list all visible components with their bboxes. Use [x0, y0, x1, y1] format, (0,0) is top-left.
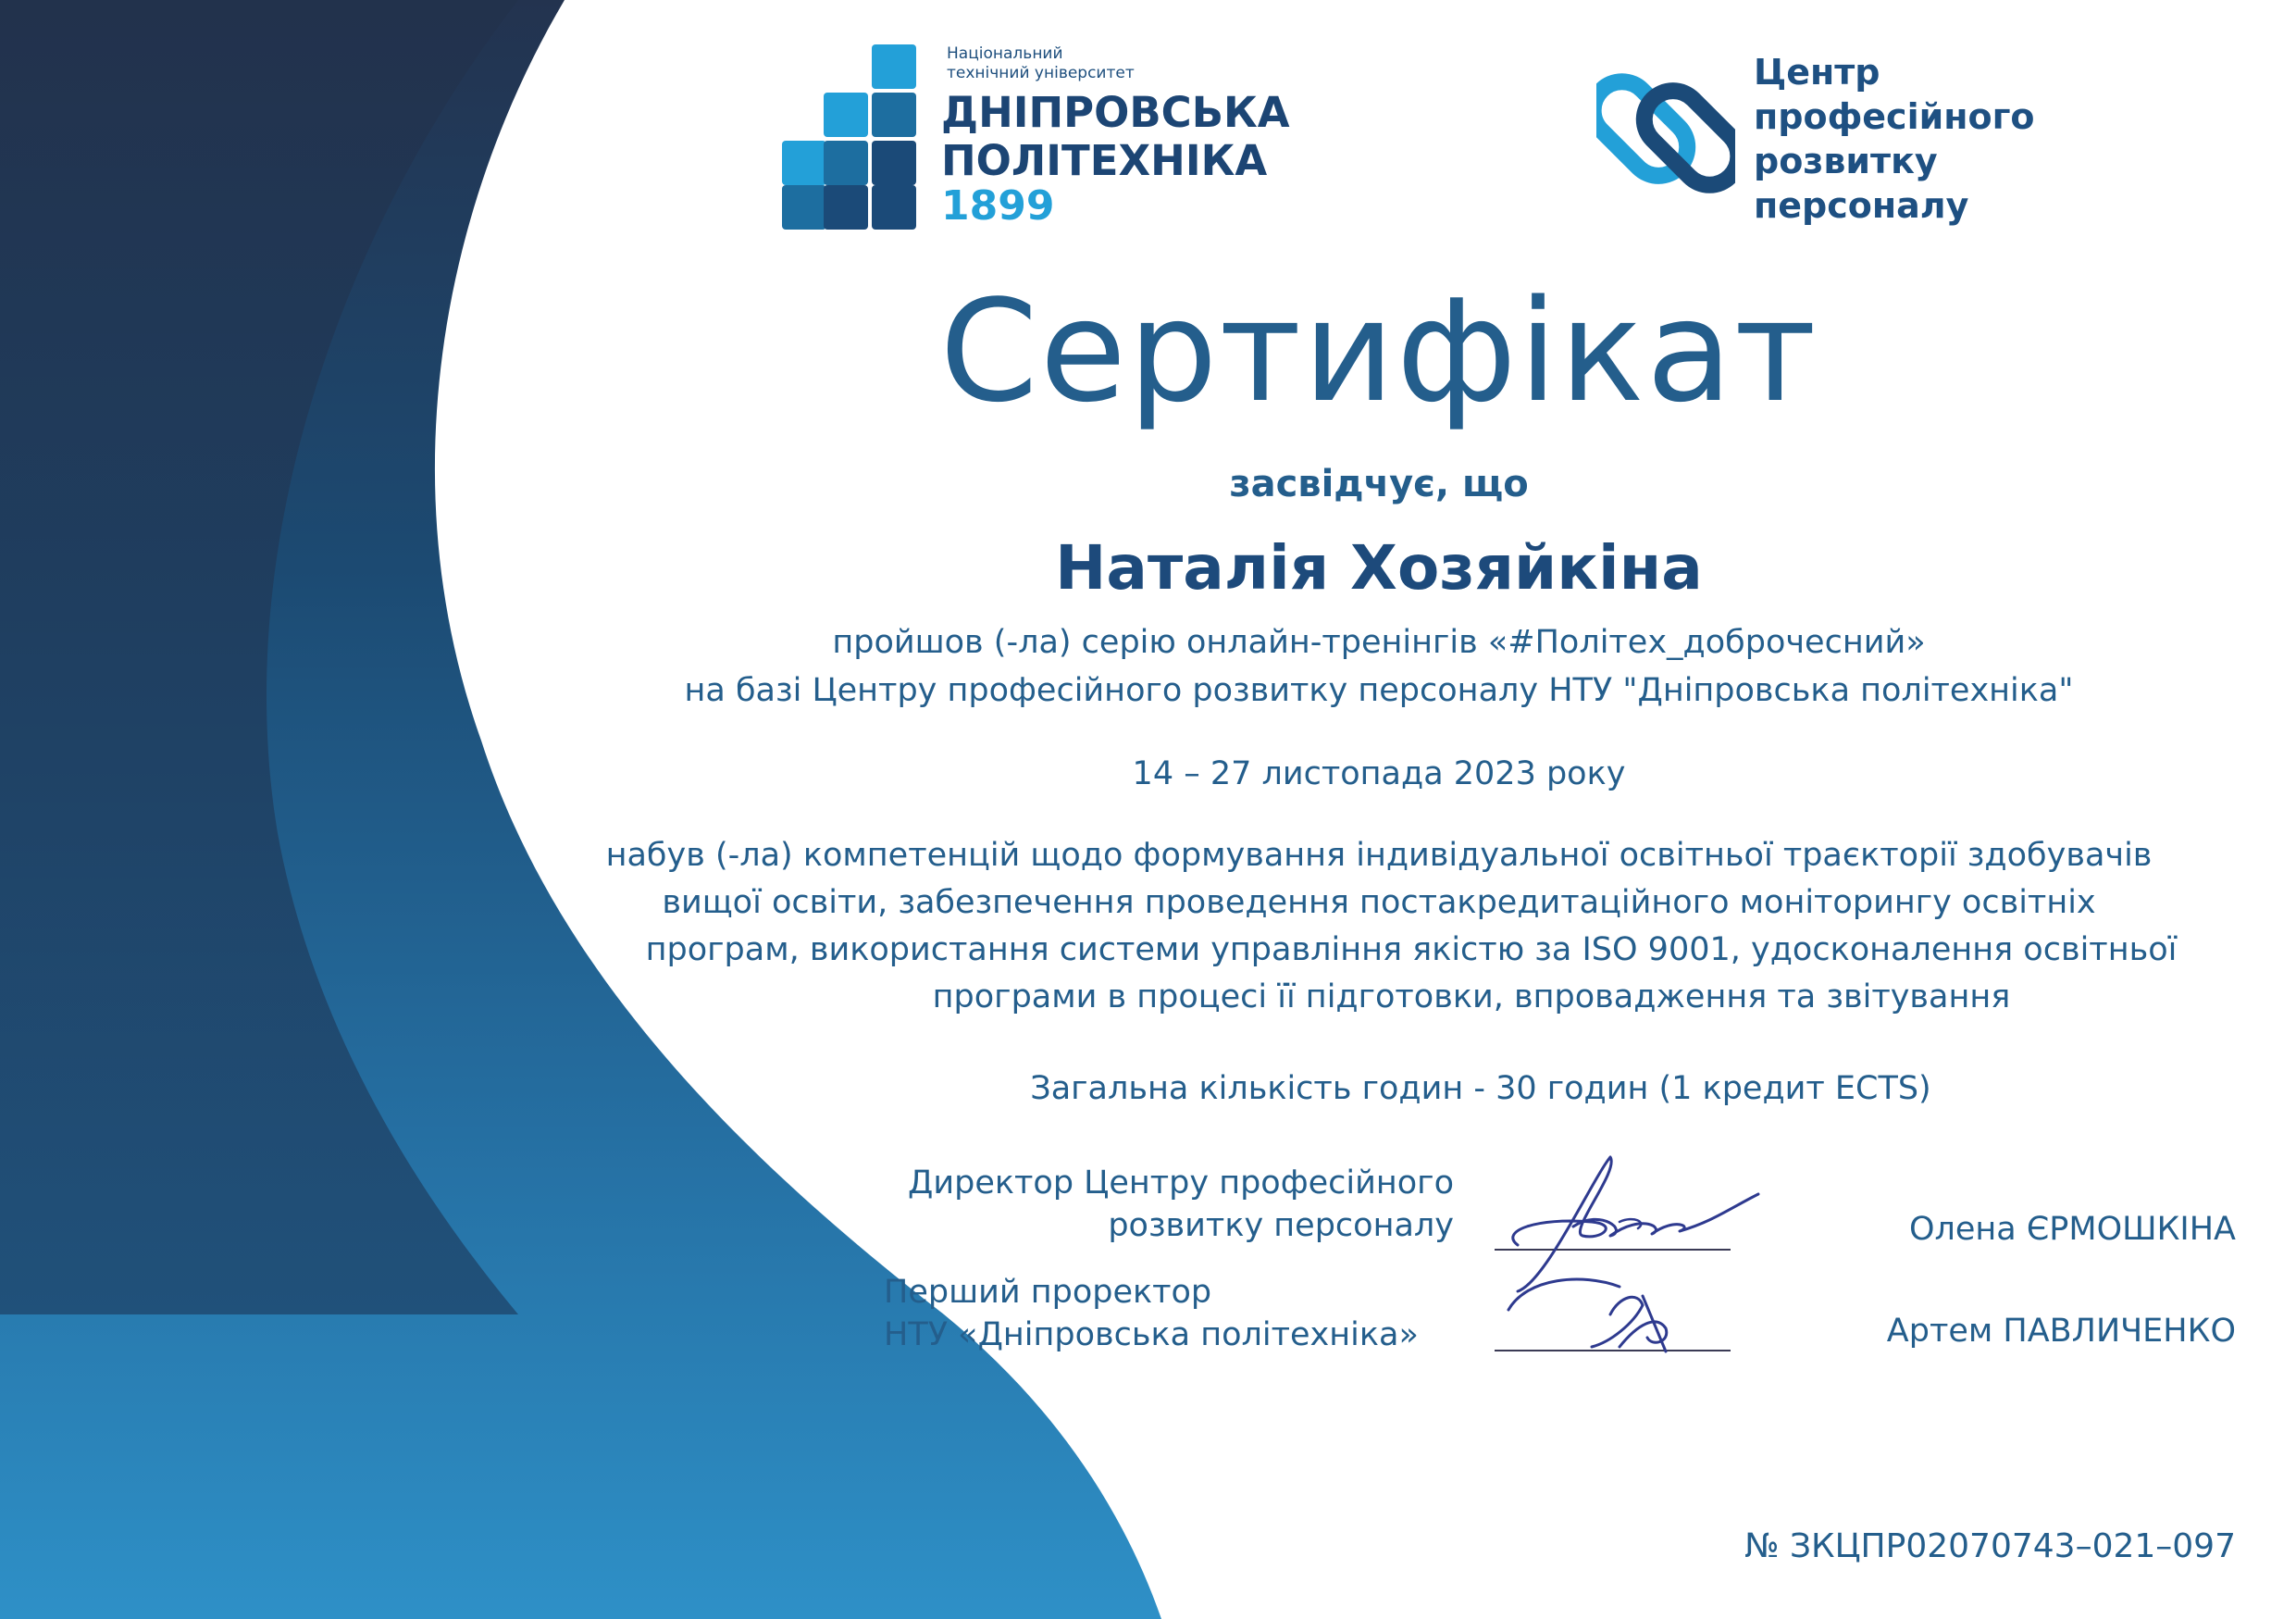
total-hours: Загальна кількість годин - 30 годин (1 кредит ECTS)	[1030, 1070, 1931, 1107]
center-logo-text	[1754, 50, 2035, 228]
university-name2: ПОЛІТЕХНІКА	[941, 136, 1268, 185]
center-logo-mark	[1596, 48, 1735, 219]
university-line2: технічний університет	[947, 64, 1135, 82]
competencies-line: набув (-ла) компетенцій щодо формування індивідуальної освітньої траєкторії здобувачів	[605, 837, 2153, 874]
university-line1: Національний	[947, 44, 1063, 63]
completed-line1: пройшов (-ла) серію онлайн-тренінгів «#Політех_доброчесний»	[832, 624, 1926, 661]
university-year: 1899	[941, 182, 1055, 230]
signatory2-title-line2: НТУ «Дніпровська політехніка»	[884, 1316, 1419, 1353]
competencies-line: програм, використання системи управління якістю за ISO 9001, удосконалення освітньої	[645, 931, 2178, 968]
logo-square	[872, 185, 916, 230]
signatory1-title-line2: розвитку персоналу	[1108, 1207, 1454, 1244]
logo-square	[824, 185, 868, 230]
logo-square	[872, 93, 916, 137]
certificate-title: Сертифікат	[939, 269, 1818, 433]
competencies-line: програми в процесі її підготовки, впровадження та звітування	[932, 978, 2011, 1015]
university-name1: ДНІПРОВСЬКА	[941, 88, 1290, 137]
center-line2: професійного	[1754, 96, 2035, 137]
certifies-text: засвідчує, що	[1229, 463, 1529, 505]
signatory1-title-line1: Директор Центру професійного	[908, 1164, 1454, 1202]
recipient-name: Наталія Хозяйкіна	[1055, 532, 1703, 604]
logo-square	[872, 44, 916, 89]
signature2-image	[1481, 1259, 1721, 1361]
logo-square	[824, 93, 868, 137]
signatory1-name: Олена ЄРМОШКІНА	[1908, 1211, 2236, 1248]
logo-square	[872, 141, 916, 185]
certificate-number: № ЗКЦПР02070743–021–097	[1744, 1527, 2236, 1565]
university-logo	[782, 44, 1290, 234]
logo-square	[782, 141, 826, 185]
competencies-line: вищої освіти, забезпечення проведення постакредитаційного моніторингу освітніх	[662, 884, 2096, 921]
center-logo	[1596, 48, 2078, 224]
signatory2-title-line1: Перший проректор	[884, 1274, 1212, 1311]
signatory2-name: Артем ПАВЛИЧЕНКО	[1886, 1313, 2236, 1350]
logo-square	[782, 185, 826, 230]
center-line4: персоналу	[1754, 185, 1969, 226]
completed-line2: на базі Центру професійного розвитку персоналу НТУ "Дніпровська політехніка"	[684, 672, 2074, 709]
logo-square	[824, 141, 868, 185]
center-line1: Центр	[1754, 52, 1880, 93]
center-line3: розвитку	[1754, 141, 1938, 181]
training-dates: 14 – 27 листопада 2023 року	[1132, 755, 1626, 792]
